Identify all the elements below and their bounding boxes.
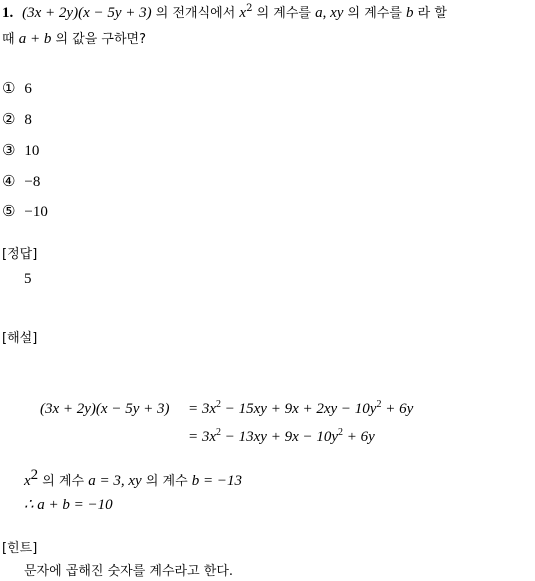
choice-value: 10 xyxy=(24,143,40,159)
question-number: 1. xyxy=(2,5,14,21)
choice-marker: ④ xyxy=(2,172,16,190)
expression: a = 3, xy xyxy=(88,473,142,489)
choice-value: −8 xyxy=(24,174,41,190)
text: 때 xyxy=(2,32,19,47)
choice-value: 8 xyxy=(24,112,32,128)
choice-1 xyxy=(2,81,32,97)
text: 의 계수를 xyxy=(343,6,407,21)
hint-label: [힌트] xyxy=(2,541,38,556)
exponent: 2 xyxy=(338,427,344,438)
expression: a + b xyxy=(18,31,52,47)
exponent: 2 xyxy=(376,399,382,410)
text: 의 계수 xyxy=(141,474,192,489)
choice-marker: ② xyxy=(2,110,16,128)
var-b: b xyxy=(406,5,414,21)
choice-marker: ① xyxy=(2,79,16,97)
solution-coefficients xyxy=(24,467,243,489)
var-x: x xyxy=(24,473,31,489)
choice-marker: ⑤ xyxy=(2,202,16,220)
choice-5 xyxy=(2,204,48,220)
solution-result: ∴ a + b = −10 xyxy=(24,497,113,513)
expression: (3x + 2y)(x − 5y + 3) xyxy=(22,5,152,21)
question-line-1 xyxy=(2,3,447,21)
choice-value: 6 xyxy=(24,81,32,97)
rhs-part: = 3x xyxy=(188,401,217,417)
text: 의 전개식에서 xyxy=(151,6,240,21)
text: 의 계수를 xyxy=(252,6,316,21)
answer-value: 5 xyxy=(24,271,32,287)
text: 라 할 xyxy=(413,6,447,21)
exponent: 2 xyxy=(246,3,253,14)
rhs-part: − 13xy + 9x − 10y xyxy=(221,429,339,445)
equation-1-lhs: (3x + 2y)(x − 5y + 3) xyxy=(40,401,170,417)
equation-2-rhs xyxy=(188,427,375,445)
exponent: 2 xyxy=(30,467,39,483)
exponent: 2 xyxy=(216,427,222,438)
choice-4 xyxy=(2,174,40,190)
rhs-part: = 3x xyxy=(188,429,217,445)
solution-label: [해설] xyxy=(2,331,38,346)
rhs-part: + 6y xyxy=(381,401,414,417)
equation-1-rhs xyxy=(188,399,414,417)
choice-3 xyxy=(2,143,39,159)
text: 의 값을 구하면? xyxy=(51,32,146,47)
comma: , xyxy=(322,5,331,21)
var-a: a xyxy=(315,5,323,21)
var-x: x xyxy=(239,5,247,21)
question-line-2 xyxy=(2,32,146,47)
choice-marker: ③ xyxy=(2,141,16,159)
var-xy: xy xyxy=(330,5,344,21)
answer-label: [정답] xyxy=(2,247,38,262)
text: 의 계수 xyxy=(38,474,89,489)
choice-2 xyxy=(2,112,32,128)
expression: b = −13 xyxy=(191,473,243,489)
hint-text: 문자에 곱해진 숫자를 계수라고 한다. xyxy=(24,564,234,579)
rhs-part: + 6y xyxy=(343,429,375,445)
rhs-part: − 15xy + 9x + 2xy − 10y xyxy=(221,401,377,417)
exponent: 2 xyxy=(216,399,222,410)
choice-value: −10 xyxy=(24,204,48,220)
